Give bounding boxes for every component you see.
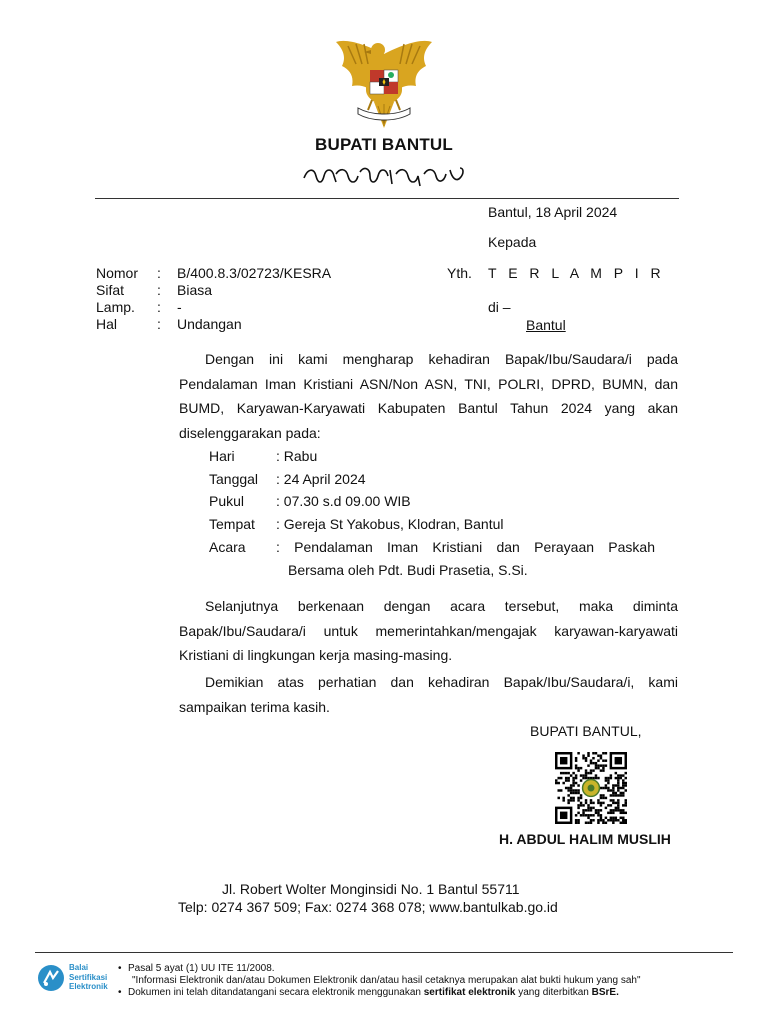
footnote-2-text: Dokumen ini telah ditandatangani secara elektronik menggunakan (128, 987, 424, 998)
bsre-logo-line: Sertifikasi (69, 972, 108, 982)
paragraph-closing (179, 670, 678, 719)
yth-label: Yth. (447, 265, 472, 281)
meta-label-hal: Hal (96, 316, 118, 332)
bsre-logo-line: Elektronik (69, 982, 108, 991)
bsre-emblem-icon (36, 963, 66, 993)
meta-label-lamp: Lamp. (96, 299, 135, 315)
meta-value-sifat: Biasa (177, 282, 213, 298)
event-value-hari: : Rabu (276, 448, 318, 464)
paragraph-line: Dengan ini kami mengharap kehadiran Bapak/Ibu/Saudara/i pada (205, 351, 678, 367)
event-label-tanggal: Tanggal (209, 471, 259, 487)
event-label-tempat: Tempat (209, 516, 255, 532)
meta-colon: : (157, 282, 161, 298)
page-title: BUPATI BANTUL (315, 135, 453, 154)
footnote-1-quote: "Informasi Elektronik dan/atau Dokumen Elektronik dan/atau hasil cetaknya merupakan alat bukti hukum yang sah" (132, 975, 641, 986)
event-label-pukul: Pukul (209, 493, 245, 509)
javanese-script-title (300, 160, 468, 192)
meta-value-lamp: - (177, 299, 182, 315)
signoff-title: BUPATI BANTUL, (530, 723, 642, 739)
paragraph-line: Demikian atas perhatian dan kehadiran Bapak/Ibu/Saudara/i, kami (205, 674, 678, 690)
event-value-acara: : Pendalaman Iman Kristiani dan Perayaan Paskah (276, 539, 655, 555)
event-label-acara: Acara (209, 539, 246, 555)
event-value-acara-cont: Bersama oleh Pdt. Budi Prasetia, S.Si. (288, 562, 528, 578)
recipient: T E R L A M P I R (488, 265, 665, 281)
event-value-pukul: : 07.30 s.d 09.00 WIB (276, 493, 411, 509)
paragraph-line: Selanjutnya berkenaan dengan acara tersebut, maka diminta (205, 598, 678, 614)
event-value-tanggal: : 24 April 2024 (276, 471, 366, 487)
paragraph-line: sampaikan terima kasih. (179, 698, 330, 715)
meta-colon: : (157, 299, 161, 315)
header-divider (95, 198, 679, 199)
meta-label-nomor: Nomor (96, 265, 139, 281)
to-label: Kepada (488, 234, 537, 250)
paragraph-line: diselenggarakan pada: (179, 424, 321, 441)
paragraph-line: BUMD, Karyawan-Karyawati Kabupaten Bantul Tahun 2024 yang akan (179, 400, 678, 416)
footer-divider (35, 952, 733, 953)
footnote-bullet: • (118, 963, 122, 974)
footnote-1: Pasal 5 ayat (1) UU ITE 11/2008. (128, 963, 275, 974)
footnote-2-text: yang diterbitkan (515, 987, 592, 998)
meta-colon: : (157, 316, 161, 332)
letter-date: Bantul, 18 April 2024 (488, 204, 618, 220)
address-line-1: Jl. Robert Wolter Monginsidi No. 1 Bantul 55711 (222, 881, 520, 897)
meta-value-hal: Undangan (177, 316, 242, 332)
footnote-2 (128, 987, 619, 999)
bsre-logo-line: Balai (69, 963, 89, 972)
event-label-hari: Hari (209, 448, 235, 464)
event-value-tempat: : Gereja St Yakobus, Klodran, Bantul (276, 516, 504, 532)
meta-label-sifat: Sifat (96, 282, 125, 298)
meta-colon: : (157, 265, 161, 281)
paragraph-intro (179, 347, 678, 445)
di-label: di – (488, 299, 511, 315)
garuda-emblem-icon (328, 36, 440, 136)
paragraph-line: Bapak/Ibu/Saudara/i untuk memerintahkan/mengajak karyawan-karyawati (179, 622, 678, 639)
recipient-location: Bantul (526, 317, 566, 333)
paragraph-request (179, 594, 678, 668)
signer-name: H. ABDUL HALIM MUSLIH (499, 831, 671, 847)
footnote-2-bold: BSrE. (591, 987, 619, 998)
qr-code-icon (555, 752, 627, 824)
meta-value-nomor: B/400.8.3/02723/KESRA (177, 265, 332, 281)
address-line-2: Telp: 0274 367 509; Fax: 0274 368 078; www.bantulkab.go.id (178, 899, 558, 915)
paragraph-line: Kristiani di lingkungan kerja masing-masing. (179, 647, 453, 663)
footnote-bullet: • (118, 987, 122, 998)
footnote-2-bold: sertifikat elektronik (423, 987, 516, 998)
paragraph-line: Pendalaman Iman Kristiani ASN/Non ASN, TNI, POLRI, DPRD, BUMN, dan (179, 375, 678, 392)
bsre-logo (36, 963, 116, 995)
